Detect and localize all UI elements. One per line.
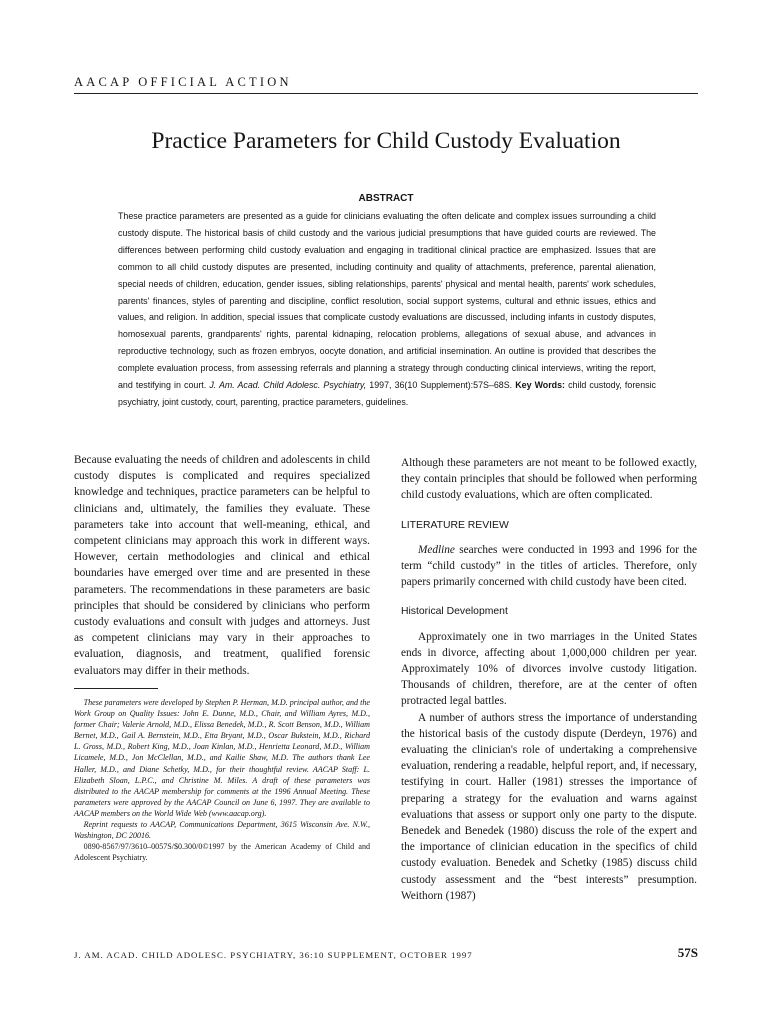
historical-development-heading: Historical Development — [401, 606, 508, 618]
medline-term: Medline — [417, 543, 455, 556]
header-rule — [74, 93, 698, 94]
literature-review-paragraph — [401, 542, 697, 591]
footnote-rule — [74, 688, 158, 689]
page-number: 57S — [677, 945, 698, 960]
literature-review-heading: LITERATURE REVIEW — [401, 519, 509, 531]
abstract-body: These practice parameters are presented as a guide for clinicians evaluating the often delicate and complex issues surrounding a child custody dispute. The historical basis of child custody and the various judicial presumptions that have guided courts are reviewed. The differences between performing child custody evaluation and engaging in traditional clinical practice are emphasized. Issues that are common to all child custody disputes are presented, including continuity and quality of attachments, preference, parental alienation, special needs of children, education, gender issues, sibling relationships, parents' physical and mental health, parents' work schedules, parents' finances, styles of parenting and discipline, conflict resolution, social support systems, cultural and ethnic issues, ethics and values, and religion. In addition, special issues that complicate custody evaluations are discussed, including infants in custody disputes, homosexual parents, grandparents' rights, parental kidnaping, relocation problems, allegations of sexual abuse, and advances in reproductive technology, such as frozen embryos, oocyte donation, and artificial insemination. An outline is provided that describes the complete evaluation process, from assessing referrals and planning a strategy through conducting clinical interviews, writing the report, and testifying in court. — [118, 211, 656, 391]
footer-journal-line: J. AM. ACAD. CHILD ADOLESC. PSYCHIATRY, 36:10 SUPPLEMENT, OCTOBER 1997 — [74, 950, 473, 960]
keywords-label: Key Words: — [515, 380, 565, 391]
intro-paragraph: Because evaluating the needs of children and adolescents in child custody disputes is complicated and requires specialized knowledge and techniques, practice parameters can be helpful to clinicians and, ultimately, the families they evaluate. These parameters take into account that well-meaning, ethical, and competent clinicians may approach this work in different ways. However, certain methodologies and clinical and ethical boundaries have emerged over time and are presented in these parameters. The recommendations in these parameters are basic principles that should be considered by clinicians who perform custody evaluations and consult with judges and attorneys. Just as competent clinicians may vary in their approaches to evaluation, diagnosis, and treatment, qualified forensic evaluators may differ in their methods. — [74, 454, 370, 677]
journal-name: J. Am. Acad. Child Adolesc. Psychiatry, — [209, 380, 367, 391]
running-head: AACAP OFFICIAL ACTION — [74, 75, 292, 89]
keywords: child custody, forensic psychiatry, joint custody, court, parenting, practice parameters, guidelines. — [118, 380, 656, 407]
citation: 1997, 36(10 Supplement):57S–68S. — [366, 380, 516, 391]
article-title: Practice Parameters for Child Custody Evaluation — [151, 128, 621, 154]
historical-paragraph-2: A number of authors stress the importance of understanding the historical basis of the custody dispute (Derdeyn, 1976) and evaluating the clinician's role of undertaking a comprehensive evaluation, rendering a readable, helpful report, and, if necessary, testifying in court. Haller (1981) stresses the importance of preparing a strategy for the evaluation and warns against evaluations that assess or support only one party to the dispute. Benedek and Benedek (1980) discuss the role of the expert and the importance of clinician education in the specifics of child custody evaluation. Benedek and Schetky (1985) discuss child custody assessment and the “best interests” presumption. Weithorn (1987) — [401, 711, 697, 902]
literature-review-text: searches were conducted in 1993 and 1996 for the term “child custody” in the titles of articles. Therefore, only papers primarily concerned with child custody have been cited. — [401, 543, 697, 589]
right-intro-paragraph: Although these parameters are not meant to be followed exactly, they contain principles that should be followed when performing child custody evaluations, which are often complicated. — [401, 457, 697, 502]
footnote-reprint: Reprint requests to AACAP, Communications Department, 3615 Wisconsin Ave. N.W., Washington, DC 20016. — [74, 820, 370, 841]
footnotes — [74, 697, 370, 863]
footnote-authors: These parameters were developed by Stephen P. Herman, M.D. principal author, and the Work Group on Quality Issues: John E. Dunne, M.D., Chair, and William Ayres, M.D., former Chair; Valerie Arnold, M.D., Elissa Benedek, M.D., R. Scott Benson, M.D., William Bernet, M.D., Gail A. Bernstein, M.D., Etta Bryant, M.D., Oscar Bukstein, M.D., Richard L. Gross, M.D., Robert King, M.D., Joan Kinlan, M.D., Henrietta Leonard, M.D., William Licamele, M.D., Jon McClellan, M.D., and Kailie Shaw, M.D. The authors thank Lee Haller, M.D., and Diane Schetky, M.D., for their thoughtful review. AACAP Staff: L. Elizabeth Sloan, L.P.C., and Christine M. Miles. A draft of these parameters was distributed to the AACAP membership for comments at the 1996 Annual Meeting. These parameters were approved by the AACAP Council on June 6, 1997. They are available to AACAP members on the World Wide Web (www.aacap.org). — [74, 698, 370, 818]
historical-paragraph-1: Approximately one in two marriages in the United States ends in divorce, affecting about 1,000,000 children per year. Approximately 10% of divorces involve custody litigation. Thousands of children, therefore, are at the center of often protracted legal battles. — [401, 630, 697, 708]
footnote-copyright: 0890-8567/97/3610–0057S/$0.300/0©1997 by the American Academy of Child and Adolescent Psychiatry. — [74, 842, 370, 863]
right-column — [401, 455, 697, 904]
abstract-text — [118, 208, 656, 411]
left-column — [74, 452, 370, 679]
abstract-heading: ABSTRACT — [358, 193, 414, 204]
